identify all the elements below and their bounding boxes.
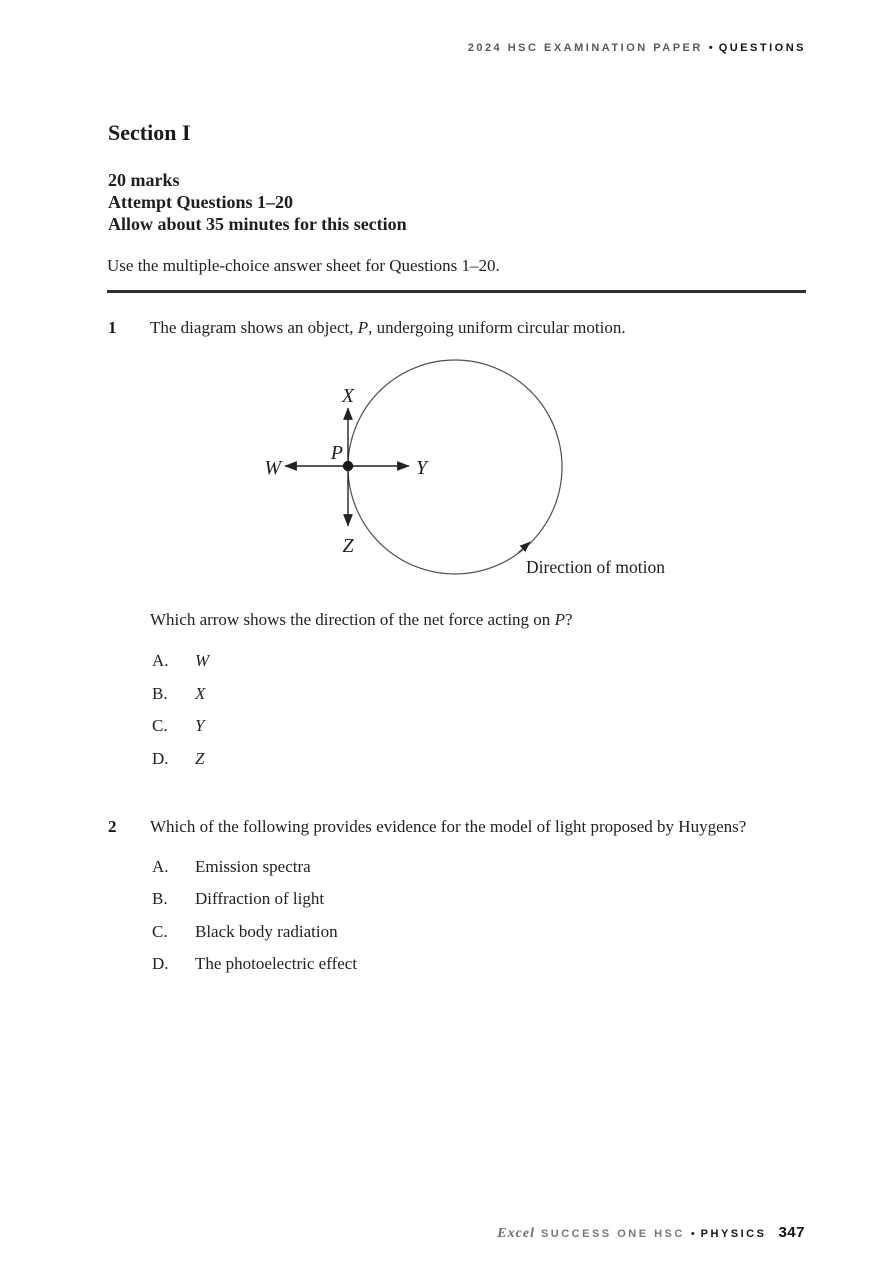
section-meta-block: [108, 169, 407, 235]
point-p-dot: [343, 461, 353, 471]
label-w: W: [264, 457, 281, 479]
option-text: Black body radiation: [195, 922, 338, 941]
option-text: Diffraction of light: [195, 889, 325, 908]
header-edition-label: 2024 HSC EXAMINATION PAPER: [467, 42, 703, 54]
question-1-prompt: [150, 610, 573, 630]
section-attempt-range: Attempt Questions 1–20: [108, 192, 293, 212]
footer-subject-label: PHYSICS: [700, 1228, 767, 1240]
question-1-number: 1: [108, 318, 117, 337]
section-time-allowance: Allow about 35 minutes for this section: [108, 214, 407, 234]
question-1-text: [150, 318, 626, 338]
question-1-option-b: [152, 684, 205, 704]
option-letter: C.: [152, 716, 168, 735]
section-divider-rule: [107, 290, 806, 293]
question-1-prompt-pre: Which arrow shows the direction of the net force acting on: [150, 610, 555, 629]
question-1-option-a: [152, 651, 209, 671]
direction-of-motion-arrow: [518, 542, 530, 553]
option-letter: D.: [152, 749, 169, 768]
option-text: X: [195, 684, 206, 703]
question-2-option-d: [152, 954, 357, 974]
question-1-text-pre: The diagram shows an object,: [150, 318, 358, 337]
option-text: W: [195, 651, 210, 670]
option-letter: D.: [152, 954, 169, 973]
question-2-option-b: [152, 889, 324, 909]
header-questions-label: QUESTIONS: [718, 42, 806, 54]
question-2-option-a: [152, 857, 311, 877]
label-y: Y: [416, 457, 428, 479]
question-1-text-post: , undergoing uniform circular motion.: [368, 318, 626, 337]
section-marks: 20 marks: [108, 170, 180, 190]
option-text: Y: [195, 716, 205, 735]
question-2-option-c: [152, 922, 338, 942]
section-title: Section I: [108, 120, 191, 145]
option-letter: A.: [152, 651, 169, 670]
label-x: X: [341, 385, 355, 407]
footer-series-label: SUCCESS ONE HSC: [540, 1228, 685, 1240]
question-1-prompt-post: ?: [564, 610, 573, 629]
page-header: [468, 42, 806, 54]
page-footer: [497, 1224, 805, 1242]
option-letter: B.: [152, 684, 168, 703]
question-2-number: 2: [108, 817, 117, 836]
label-z: Z: [342, 535, 354, 557]
page-number: 347: [778, 1224, 805, 1241]
direction-of-motion-label: Direction of motion: [526, 557, 666, 577]
question-1-text-var: P: [357, 318, 369, 337]
option-letter: A.: [152, 857, 169, 876]
circular-motion-diagram: [250, 355, 690, 595]
option-letter: C.: [152, 922, 168, 941]
footer-brand: Excel: [497, 1226, 535, 1241]
header-separator-dot: •: [708, 42, 713, 54]
question-1-option-d: [152, 749, 204, 769]
option-text: The photoelectric effect: [195, 954, 358, 973]
option-text: Emission spectra: [195, 857, 311, 876]
footer-separator-dot: •: [690, 1228, 695, 1240]
option-letter: B.: [152, 889, 168, 908]
question-1-option-c: [152, 716, 204, 736]
option-text: Z: [195, 749, 205, 768]
question-2-text: Which of the following provides evidence for the model of light proposed by Huygens?: [150, 817, 747, 836]
answer-sheet-instruction: Use the multiple-choice answer sheet for Questions 1–20.: [107, 256, 500, 275]
question-1-prompt-var: P: [554, 610, 565, 629]
label-p: P: [330, 442, 343, 464]
